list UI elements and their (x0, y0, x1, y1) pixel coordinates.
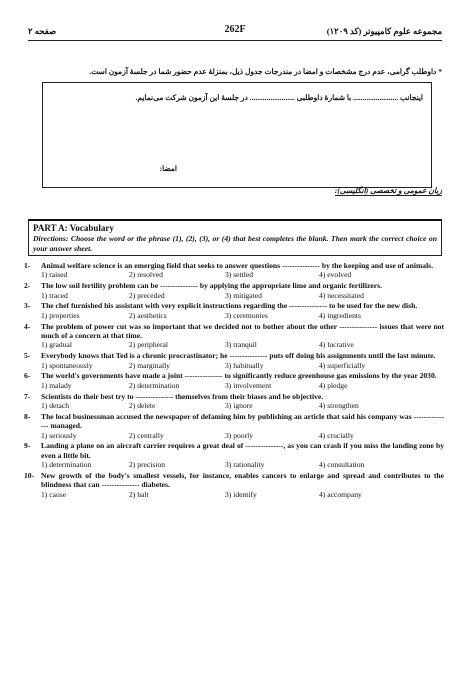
answer-options (24, 270, 444, 280)
candidate-statement: اینجانب ........................ با شمارهٔ داوطلبی ........................ در جلسهٔ این آزمون شرکت می‌نمایم. (135, 93, 423, 102)
answer-option-4: 4) crucially (319, 430, 354, 440)
answer-options (24, 401, 444, 411)
question-stem: The low soil fertility problem can be --------------- by applying the appropriate lime and organic fertilizers. (41, 281, 382, 291)
question-number: 9- (24, 441, 31, 451)
answer-options (24, 381, 444, 391)
answer-options (24, 291, 444, 301)
answer-option-1: 1) cause (41, 489, 67, 499)
exam-title: مجموعه علوم کامپیوتر (کد ۱۲۰۹) (326, 26, 442, 36)
answer-option-3: 3) identify (225, 489, 257, 499)
question-2 (24, 281, 444, 290)
question-9 (24, 441, 444, 460)
question-4 (24, 322, 444, 341)
answer-option-3: 3) settled (225, 270, 254, 280)
answer-option-4: 4) superficially (319, 360, 366, 370)
question-8 (24, 412, 444, 431)
question-stem: Animal welfare science is an emerging field that seeks to answer questions --------------- by the keeping and use of animals. (41, 261, 434, 270)
question-stem: The world's governments have made a joint --------------- to significantly reduce greenhouse gas emissions by the year 2030. (41, 371, 437, 381)
section-title (28, 186, 442, 195)
question-6 (24, 371, 444, 380)
question-10 (24, 471, 444, 490)
answer-option-2: 2) precision (129, 460, 166, 470)
answer-options (24, 361, 444, 371)
candidate-notice: * داوطلب گرامی، عدم درج مشخصات و امضا در مندرجات جدول ذیل، بمنزلهٔ عدم حضور شما در جلسهٔ آزمون است. (89, 67, 442, 76)
answer-option-2: 2) marginally (129, 360, 170, 370)
answer-option-3: 3) ignore (225, 401, 253, 411)
answer-options (24, 431, 444, 441)
answer-option-4: 4) lucrative (319, 340, 354, 350)
answer-option-3: 3) poorly (225, 430, 254, 440)
answer-option-4: 4) evolved (319, 270, 352, 280)
question-5 (24, 351, 444, 360)
question-stem: The local businessman accused the newspaper of defaming him by publishing an article that said his company was --------------- managed. (41, 411, 444, 431)
answer-option-4: 4) consultation (319, 460, 365, 470)
section-title-text: زبان عمومی و تخصصی (انگلیسی): (334, 186, 442, 195)
answer-option-2: 2) aesthetics (129, 310, 167, 320)
question-number: 6- (24, 371, 31, 381)
answer-option-3: 3) ceremonies (225, 310, 268, 320)
booklet-code: 262F (224, 24, 246, 35)
question-stem: Landing a plane on an aircraft carrier requires a great deal of ---------------, as you can crash if you miss the landing zone by even a little bit. (41, 441, 444, 460)
question-number: 2- (24, 281, 31, 291)
answer-option-2: 2) resolved (129, 270, 163, 280)
answer-option-2: 2) delete (129, 401, 156, 411)
question-7 (24, 392, 444, 401)
answer-option-1: 1) raised (41, 270, 68, 280)
answer-option-1: 1) traced (41, 290, 68, 300)
answer-option-3: 3) tranquil (225, 340, 257, 350)
answer-option-3: 3) involvement (225, 380, 272, 390)
part-title: PART A: Vocabulary (33, 223, 114, 233)
answer-option-3: 3) habitually (225, 360, 264, 370)
answer-option-2: 2) preceded (129, 290, 165, 300)
answer-option-4: 4) necessitated (319, 290, 364, 300)
answer-option-3: 3) rationality (225, 460, 265, 470)
question-3 (24, 301, 444, 310)
answer-option-4: 4) pledge (319, 380, 348, 390)
question-stem: The problem of power cut was so important that we decided not to bother about the other --------------- issues that were not much of a concern at that time. (41, 321, 444, 341)
candidate-info-box (42, 82, 432, 188)
question-number: 3- (24, 301, 31, 311)
answer-options (24, 460, 444, 470)
question-number: 5- (24, 351, 31, 361)
question-number: 4- (24, 321, 31, 331)
answer-options (24, 340, 444, 350)
answer-options (24, 490, 444, 500)
answer-option-4: 4) accompany (319, 489, 362, 499)
question-number: 10- (24, 471, 35, 481)
answer-option-2: 2) peripheral (129, 340, 169, 350)
answer-option-1: 1) gradual (41, 340, 72, 350)
answer-option-2: 2) determination (129, 380, 180, 390)
page-number: صفحه ۲ (28, 26, 57, 36)
header-divider (28, 40, 442, 41)
page-header (28, 24, 442, 40)
question-number: 1- (24, 261, 31, 270)
answer-option-3: 3) mitigated (225, 290, 262, 300)
answer-option-2: 2) halt (129, 489, 149, 499)
answer-option-4: 4) ingredients (319, 310, 361, 320)
answer-option-1: 1) properties (41, 310, 80, 320)
answer-option-1: 1) determination (41, 460, 92, 470)
question-1 (24, 261, 444, 270)
answer-option-1: 1) spontaneously (41, 360, 93, 370)
part-a-box (28, 219, 442, 256)
answer-option-1: 1) seriously (41, 430, 77, 440)
answer-option-4: 4) strengthen (319, 401, 359, 411)
answer-option-2: 2) centrally (129, 430, 164, 440)
answer-option-1: 1) malady (41, 380, 72, 390)
part-directions: Directions: Choose the word or the phrase (1), (2), (3), or (4) that best completes the blank. Then mark the correct choice on your answer sheet. (33, 234, 437, 253)
question-number: 8- (24, 411, 31, 421)
question-stem: Everybody knows that Ted is a chronic procrastinator; he --------------- puts off doing his assignments until the last minute. (41, 351, 436, 361)
answer-options (24, 311, 444, 321)
question-number: 7- (24, 391, 31, 401)
answer-option-1: 1) detach (41, 401, 70, 411)
question-stem: Scientists do their best try to --------------- themselves from their biases and be objective. (41, 391, 324, 401)
question-list (24, 261, 444, 501)
question-stem: New growth of the body's smallest vessels, for instance, enables cancers to enlarge and spread and contributes to the blindness that can --------------- diabetes. (41, 471, 444, 490)
signature-label: امضا: (159, 164, 177, 173)
question-stem: The chef furnished his assistant with very explicit instructions regarding the --------------- to be used for the new dish. (41, 301, 418, 311)
